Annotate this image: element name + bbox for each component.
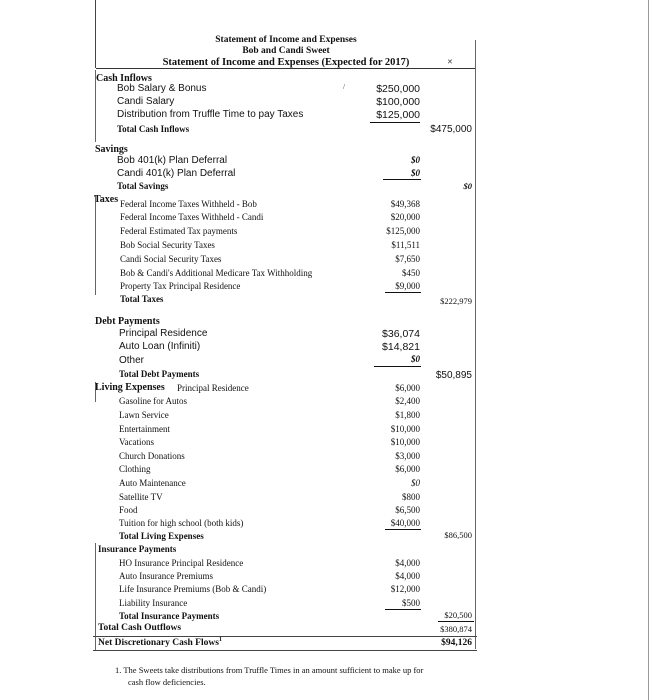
living-total: $86,500 [444, 530, 472, 540]
tax-label: Candi Social Security Taxes [120, 254, 222, 264]
inflow-amount: $100,000 [376, 96, 420, 108]
tax-amount: $9,000 [395, 281, 420, 291]
inflow-amount: $250,000 [376, 83, 420, 95]
insurance-total: $20,500 [444, 610, 472, 620]
inflow-label: Candi Salary [117, 96, 175, 107]
tax-label: Property Tax Principal Residence [120, 281, 241, 291]
tax-label: Federal Income Taxes Withheld - Bob [120, 199, 257, 209]
page-edge-line [648, 0, 649, 700]
living-label: Tuition for high school (both kids) [119, 518, 244, 528]
tax-amount: $125,000 [386, 226, 420, 236]
underline [385, 292, 421, 293]
living-label: Lawn Service [119, 410, 169, 420]
living-label: Gasoline for Autos [119, 396, 187, 406]
living-label: Church Donations [119, 451, 185, 461]
statement-subtitle: Statement of Income and Expenses (Expected for 2017) [162, 57, 410, 68]
cell-mark: ✕ [447, 58, 453, 66]
debt-amount: $36,074 [382, 328, 420, 340]
living-amount: $10,000 [390, 424, 420, 434]
debt-label: Auto Loan (Infiniti) [119, 341, 201, 352]
footnote-line: cash flow deficiencies. [128, 677, 206, 687]
debt-amount: $14,821 [382, 341, 420, 353]
debt-label: Other [119, 355, 145, 366]
insurance-label: Liability Insurance [119, 598, 188, 608]
underline [385, 529, 421, 530]
debt-heading: Debt Payments [95, 316, 160, 327]
tax-label: Bob & Candi's Additional Medicare Tax Withholding [120, 268, 313, 278]
statement-names: Bob and Candi Sweet [242, 46, 330, 56]
section-rule [95, 543, 96, 651]
net-total: $94,126 [441, 638, 472, 648]
savings-total: $0 [463, 181, 472, 191]
section-rule [95, 195, 96, 295]
underline [385, 609, 421, 610]
insurance-heading: Insurance Payments [98, 544, 177, 554]
inflow-label: Bob Salary & Bonus [117, 83, 207, 94]
footnote-number: 1. [115, 665, 122, 675]
insurance-amount: $12,000 [390, 584, 420, 594]
underline [370, 122, 420, 123]
living-label: Vacations [119, 437, 154, 447]
insurance-amount: $500 [402, 598, 420, 608]
living-label: Clothing [119, 464, 151, 474]
living-total-label: Total Living Expenses [119, 531, 204, 541]
debt-label: Principal Residence [119, 328, 208, 339]
savings-amount: $0 [411, 155, 420, 165]
insurance-label: Life Insurance Premiums (Bob & Candi) [119, 584, 267, 594]
cash-inflows-heading: Cash Inflows [96, 73, 152, 84]
tax-label: Bob Social Security Taxes [120, 240, 215, 250]
inflow-total-label: Total Cash Inflows [117, 124, 190, 134]
insurance-label: HO Insurance Principal Residence [119, 558, 244, 568]
living-amount: $6,000 [395, 383, 420, 393]
taxes-heading: Taxes [94, 194, 119, 205]
living-amount: $2,400 [395, 396, 420, 406]
underline [374, 366, 421, 367]
tax-amount: $7,650 [395, 254, 420, 264]
insurance-amount: $4,000 [395, 571, 420, 581]
living-amount: $1,800 [395, 410, 420, 420]
insurance-total-label: Total Insurance Payments [119, 611, 220, 621]
savings-label: Bob 401(k) Plan Deferral [117, 155, 228, 166]
insurance-label: Auto Insurance Premiums [119, 571, 213, 581]
living-amount: $800 [402, 492, 420, 502]
outflows-label: Total Cash Outflows [98, 623, 182, 633]
living-amount: $0 [411, 478, 420, 488]
living-label: Principal Residence [177, 383, 249, 393]
tax-amount: $20,000 [390, 212, 420, 222]
statement-title: Statement of Income and Expenses [215, 35, 357, 45]
footnote-text: The Sweets take distributions from Truffle Times in an amount sufficient to make up for [123, 665, 424, 675]
savings-total-label: Total Savings [117, 181, 169, 191]
debt-total-label: Total Debt Payments [119, 369, 200, 379]
inflow-amount: $125,000 [376, 109, 420, 121]
title-rule [96, 68, 476, 69]
insurance-amount: $4,000 [395, 558, 420, 568]
living-label: Entertainment [119, 424, 170, 434]
living-label: Auto Maintenance [119, 478, 186, 488]
tax-label: Federal Estimated Tax payments [120, 226, 238, 236]
inflow-total: $475,000 [430, 124, 472, 135]
tax-amount: $450 [402, 268, 420, 278]
column-rule [475, 40, 476, 649]
cell-mark: / [343, 83, 345, 91]
living-amount: $6,000 [395, 464, 420, 474]
tax-total: $222,979 [440, 296, 472, 306]
footnote-ref: 1 [218, 637, 222, 643]
underline [383, 179, 421, 180]
living-amount: $3,000 [395, 451, 420, 461]
living-label: Satellite TV [119, 492, 163, 502]
living-amount: $10,000 [390, 437, 420, 447]
debt-amount: $0 [411, 354, 420, 364]
savings-label: Candi 401(k) Plan Deferral [117, 168, 236, 179]
footnote-line [115, 665, 423, 675]
inflow-label: Distribution from Truffle Time to pay Taxes [117, 109, 304, 120]
net-label: Net Discretionary Cash Flows$^1$ [98, 637, 222, 649]
tax-amount: $49,368 [390, 199, 420, 209]
tax-label: Federal Income Taxes Withheld - Candi [120, 212, 264, 222]
living-label: Food [119, 505, 138, 515]
living-heading: Living Expenses [95, 382, 165, 393]
savings-amount: $0 [411, 168, 420, 178]
living-amount: $6,500 [395, 505, 420, 515]
living-amount: $40,000 [390, 518, 420, 528]
debt-total: $50,895 [435, 370, 472, 381]
tax-amount: $11,511 [391, 240, 420, 250]
outflows-total: $380,874 [440, 624, 472, 634]
underline [438, 621, 474, 622]
savings-heading: Savings [95, 144, 128, 155]
tax-total-label: Total Taxes [120, 294, 164, 304]
